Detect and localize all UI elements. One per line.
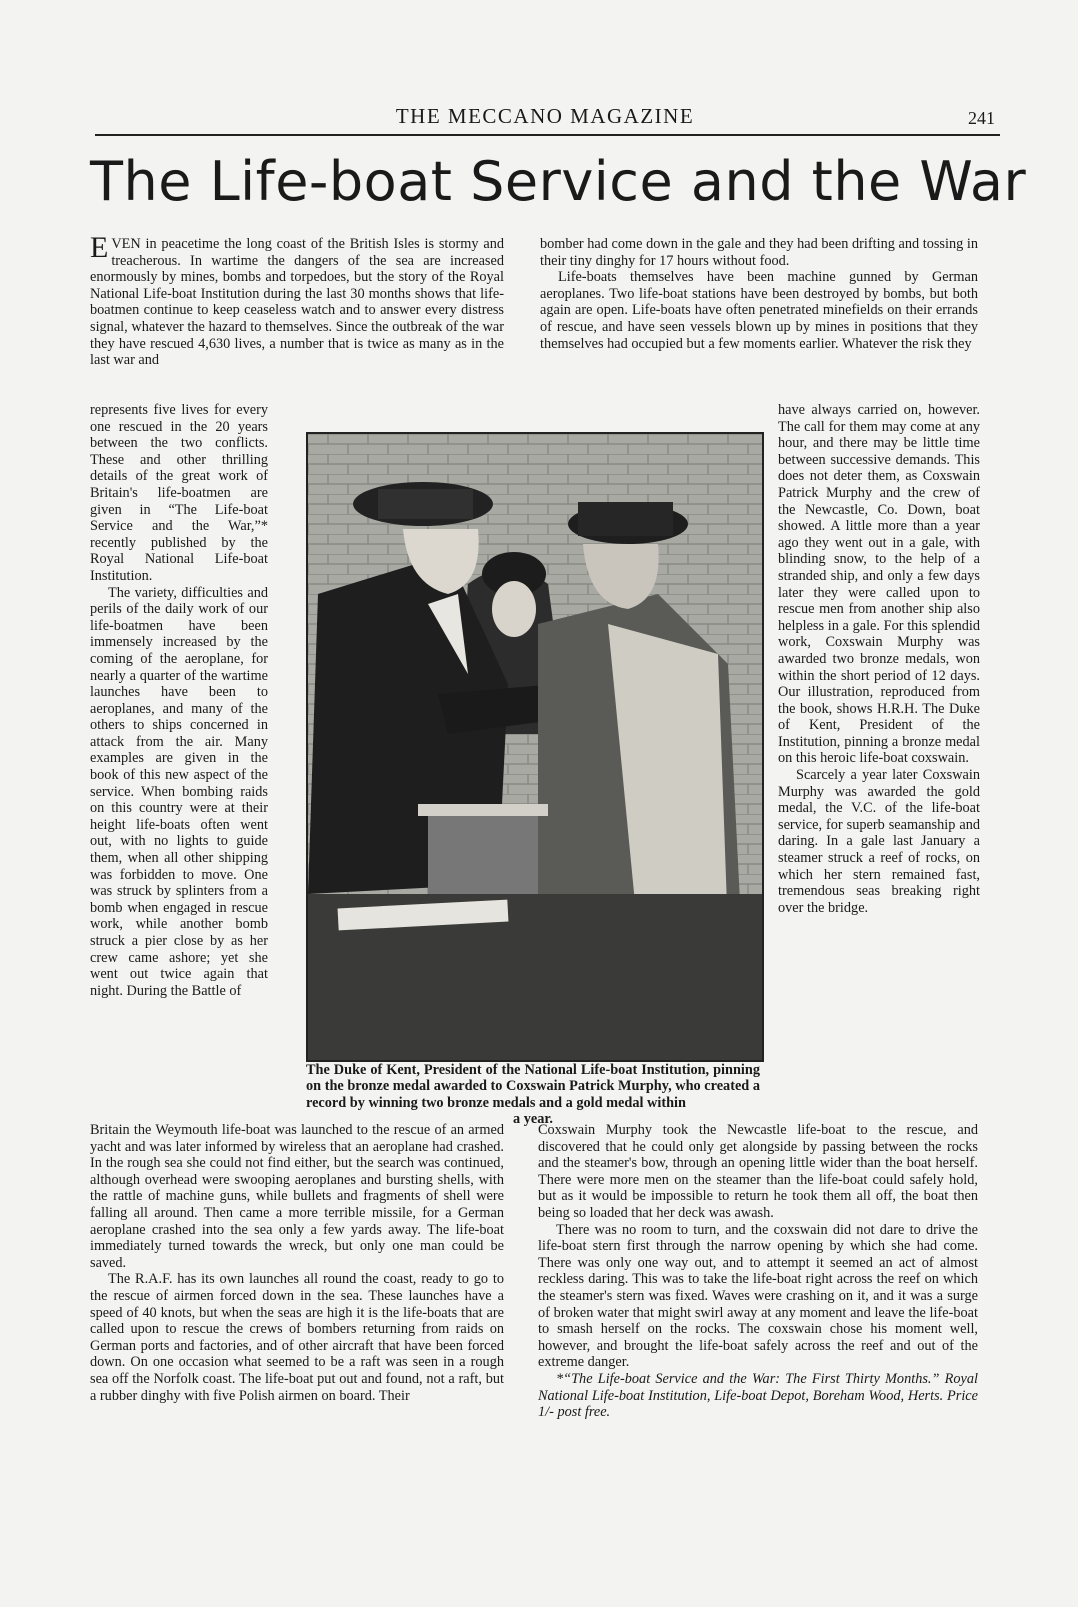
paragraph: Scarcely a year later Coxswain Murphy was awarded the gold medal, the V.C. of the life-boat service, for superb seamanship and daring. In a gale last January a steamer struck a reef of rocks, on which her stern remained fast, tremendous seas breaking right over the bridge.	[778, 767, 980, 916]
paragraph: The R.A.F. has its own launches all round the coast, ready to go to the rescue of airmen forced down in the sea. These launches have a speed of 40 knots, but when the seas are high it is the life-boats that are called upon to rescue the crews of bombers returning from raids on German ports and factories, and of other aircraft that have been forced down. On one occasion what seemed to be a raft was seen in a rough sea off the Norfolk coast. The life-boat put out and found, not a raft, but a rubber dinghy with five Polish airmen on board. Their	[90, 1271, 504, 1404]
paragraph: Coxswain Murphy took the Newcastle life-boat to the rescue, and discovered that he could only get alongside by passing between the rocks and the steamer's bow, through an opening little wider than the boat herself. There were more men on the steamer than the life-boat could safely hold, but as it would be impossible to return he took them all off, the boat then being so loaded that her deck was awash.	[538, 1122, 978, 1221]
paragraph: bomber had come down in the gale and they had been drifting and tossing in their tiny dinghy for 17 hours without food.	[540, 236, 978, 269]
running-header	[95, 104, 995, 134]
col1-top-text	[90, 231, 504, 369]
page-number: 241	[968, 108, 995, 128]
photo-caption	[306, 1062, 760, 1128]
paragraph: Britain the Weymouth life-boat was launched to the rescue of an armed yacht and was later informed by wireless that an aeroplane had crashed. In the rough sea she could not find either, but the search was continued, although overhead were swooping aeroplanes and bursting shells, with the rattle of machine guns, while bullets and fragments of shell were falling all around. Then came a more terrible missile, for a German aeroplane crashed into the sea only a few yards away. The life-boat immediately turned towards the wreck, but only one man could be saved.	[90, 1122, 504, 1271]
magazine-name: THE MECCANO MAGAZINE	[395, 104, 695, 128]
paragraph: There was no room to turn, and the coxswain did not dare to drive the life-boat stern first through the narrow opening by which she had come. There was only one way out, and to attempt it seemed an act of almost reckless daring. This was to take the life-boat right across the reef on which the steamer's stern was fixed. Waves were crashing on it, and it was a surge of broken water that might swirl away at any moment and leave the life-boat to smash herself on the rocks. The coxswain chose his moment well, however, and brought the life-boat safely across the reef and out of the extreme danger.	[538, 1221, 978, 1371]
footnote: *“The Life-boat Service and the War: The First Thirty Months.” Royal National Life-boat Institution, Life-boat Depot, Boreham Wood, Herts. Price 1/- post free.	[538, 1370, 978, 1421]
col2-narrow-text	[778, 402, 980, 916]
caption-text: The Duke of Kent, President of the National Life-boat Institution, pinning on the bronze medal awarded to Coxswain Patrick Murphy, who created a record by winning two bronze medals and a gold medal within	[306, 1062, 760, 1111]
paragraph: Life-boats themselves have been machine gunned by German aeroplanes. Two life-boat stations have been destroyed by bombs, but both again are open. Life-boats have often penetrated minefields on their errands of rescue, and have seen vessels blown up by mines in positions that they themselves had occupied but a few moments earlier. Whatever the risk they	[540, 269, 978, 352]
photograph	[306, 432, 764, 1062]
col2-top-text	[540, 236, 978, 352]
caption-last-line: a year.	[513, 1111, 553, 1128]
paragraph: The variety, difficulties and perils of the daily work of our life-boatmen have been immensely increased by the coming of the aeroplane, for nearly a quarter of the wartime launches have been to aeroplanes, and many of the others to ships concerned in attack from the air. Many examples are given in the book of this new aspect of the service. When bombing raids on this country were at their height life-boats often went out, with no lights to guide them, when all other shipping was forbidden to move. One was struck by splinters from a bomb when engaged in rescue work, while another bomb struck a pier close by as her crew came ashore; yet she went out twice again that night. During the Battle of	[90, 584, 268, 999]
paragraph: represents five lives for every one rescued in the 20 years between the two conflicts. These and other thrilling details of the great work of Britain's life-boatmen are given in “The Life-boat Service and the War,”* recently published by the Royal National Life-boat Institution.	[90, 402, 268, 584]
photo-illustration	[308, 434, 762, 1060]
intro-paragraph: VEN in peacetime the long coast of the British Isles is stormy and treacherous. In wartime the dangers of the sea are increased enormously by mines, bombs and torpedoes, but the story of the Royal National Life-boat Institution during the last 30 months shows that life-boatmen continue to keep ceaseless watch and to answer every distress signal, whatever the hazard to themselves. Since the outbreak of the war they have rescued 4,630 lives, a number that is twice as many as in the last war and	[90, 236, 504, 369]
col1-bottom-text	[90, 1122, 504, 1404]
header-rule	[95, 134, 1000, 136]
paragraph: have always carried on, however. The call for them may come at any hour, and there may be little time between successive demands. This does not deter them, as Coxswain Patrick Murphy and the crew of the Newcastle, Co. Down, boat showed. A little more than a year ago they went out in a gale, with blinding snow, to the help of a stranded ship, and only a few days later they were called upon to rescue men from another ship also helpless in a gale. For this splendid work, Coxswain Murphy was awarded two bronze medals, won within the short period of 12 days. Our illustration, reproduced from the book, shows H.R.H. The Duke of Kent, President of the Institution, pinning a bronze medal on this heroic life-boat coxswain.	[778, 402, 980, 767]
drop-cap: E	[90, 231, 109, 264]
col2-bottom-text	[538, 1122, 978, 1421]
col1-narrow-text	[90, 402, 268, 999]
article-title: The Life-boat Service and the War	[90, 150, 1027, 213]
